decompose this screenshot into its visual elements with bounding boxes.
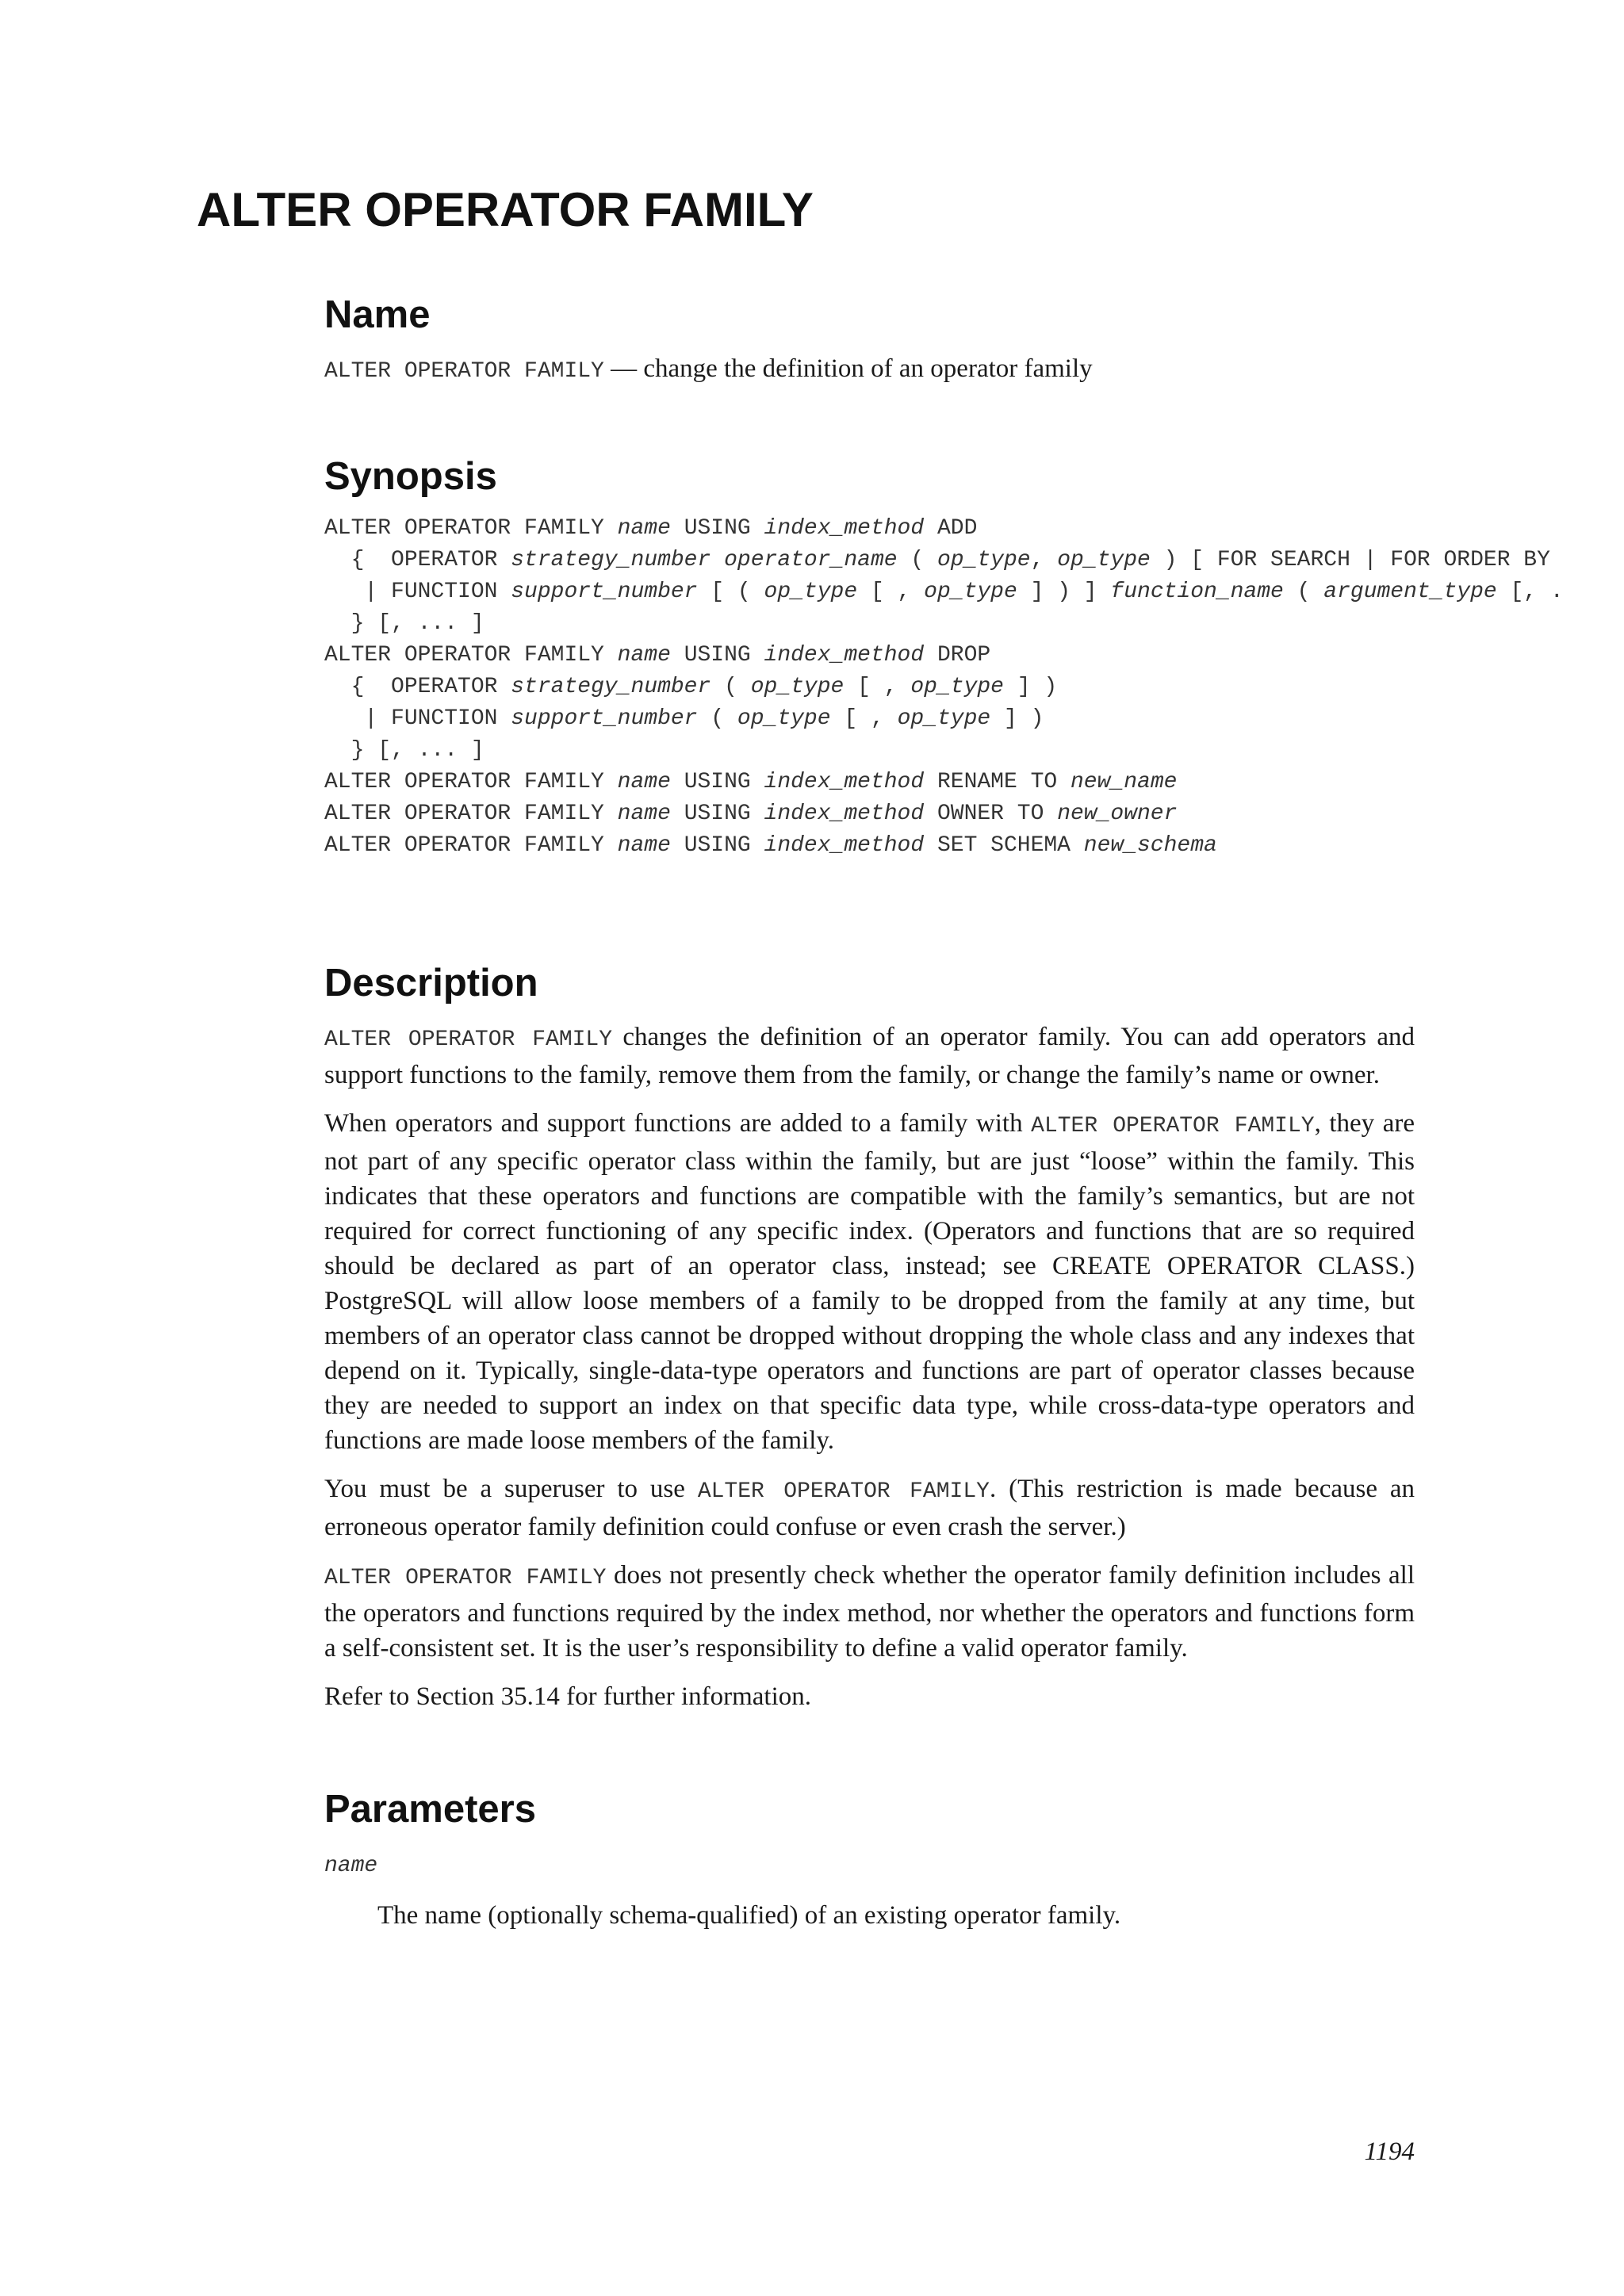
synopsis-placeholder: op_type (936, 548, 1031, 572)
synopsis-keyword: ADD (924, 516, 978, 541)
description-paragraph (324, 1679, 1415, 1714)
synopsis-keyword: ALTER OPERATOR FAMILY (324, 516, 618, 541)
synopsis-placeholder: index_method (764, 833, 925, 858)
description-section (324, 958, 1415, 1728)
synopsis-keyword: ALTER OPERATOR FAMILY (324, 643, 618, 668)
synopsis-line (324, 643, 990, 668)
synopsis-placeholder: strategy_number (511, 675, 711, 699)
synopsis-placeholder: function_name (1110, 580, 1284, 604)
synopsis-line (324, 516, 977, 541)
synopsis-placeholder: new_owner (1057, 802, 1178, 826)
synopsis-keyword: USING (670, 770, 764, 794)
name-section (324, 289, 1415, 389)
synopsis-keyword: ) [ FOR SEARCH | FOR ORDER BY (1150, 548, 1550, 572)
paragraph-text: changes the definition of an operator family. You can add operators and support functions to the family, remove them from the family, or change the family’s name or owner. (324, 1023, 1415, 1089)
synopsis-placeholder: strategy_number (511, 548, 711, 572)
synopsis-line (324, 802, 1177, 826)
description-paragraph (324, 1106, 1415, 1458)
synopsis-keyword: [ , (830, 706, 898, 731)
synopsis-keyword: ALTER OPERATOR FAMILY (324, 802, 618, 826)
synopsis-line (324, 770, 1177, 794)
synopsis-line (324, 611, 485, 636)
synopsis-keyword: { OPERATOR (324, 548, 511, 572)
parameters-section (324, 1784, 1415, 1933)
synopsis-keyword: USING (670, 516, 764, 541)
description-paragraph (324, 1558, 1415, 1666)
synopsis-placeholder: op_type (897, 706, 991, 731)
parameters-heading: Parameters (324, 1788, 536, 1831)
synopsis-placeholder: op_type (750, 675, 845, 699)
synopsis-keyword: ( (1283, 580, 1324, 604)
synopsis-keyword: OWNER TO (924, 802, 1058, 826)
description-body (324, 1020, 1415, 1714)
inline-code: ALTER OPERATOR FAMILY (1031, 1114, 1315, 1138)
synopsis-keyword: DROP (924, 643, 991, 668)
synopsis-keyword: ( (710, 675, 751, 699)
parameter-definition: The name (optionally schema-qualified) of an existing operator family. (377, 1901, 1121, 1930)
synopsis-placeholder: op_type (910, 675, 1004, 699)
synopsis-placeholder: name (617, 770, 671, 794)
synopsis-keyword: [ , (857, 580, 925, 604)
synopsis-keyword: USING (670, 643, 764, 668)
paragraph-text: , they are not part of any specific operator class within the family, but are just “loose” within the family. This indicates that these operators and functions are compatible with the family’s semantics, but are not required for correct functioning of any specific index. (Operators and functions that are so required should be declared as part of an operator class, instead; see CREATE OPERATOR CLASS.) PostgreSQL will allow loose members of a family to be dropped from the family at any time, but members of an operator class cannot be dropped without dropping the whole class and any indexes that depend on it. Typically, single-data-type operators and functions are part of operator classes because they are needed to support an index on that specific data type, while cross-data-type operators and functions are made loose members of the family. (324, 1109, 1415, 1455)
command-name: ALTER OPERATOR FAMILY (324, 359, 604, 384)
synopsis-placeholder: index_method (764, 770, 925, 794)
synopsis-line (324, 675, 1057, 699)
parameter-item (324, 1850, 1415, 1933)
synopsis-placeholder: new_schema (1083, 833, 1217, 858)
synopsis-keyword: | FUNCTION (324, 706, 511, 731)
synopsis-code (324, 513, 1564, 862)
synopsis-line (324, 548, 1550, 572)
synopsis-line (324, 738, 485, 763)
synopsis-keyword: USING (670, 833, 764, 858)
synopsis-placeholder: name (617, 833, 671, 858)
synopsis-placeholder: op_type (924, 580, 1017, 604)
synopsis-keyword: [ ( (697, 580, 764, 604)
paragraph-text: . (This restriction is made because an erroneous operator family definition could confuse or even crash the server.) (324, 1475, 1415, 1541)
synopsis-placeholder: support_number (511, 706, 698, 731)
inline-code: ALTER OPERATOR FAMILY (697, 1479, 990, 1504)
inline-code: ALTER OPERATOR FAMILY (324, 1027, 613, 1052)
synopsis-section (324, 451, 1564, 862)
synopsis-keyword: ] ) (990, 706, 1044, 731)
synopsis-line (324, 706, 1044, 731)
synopsis-placeholder: new_name (1071, 770, 1178, 794)
name-summary (324, 351, 1415, 389)
inline-code: ALTER OPERATOR FAMILY (324, 1566, 607, 1590)
synopsis-keyword: SET SCHEMA (924, 833, 1084, 858)
synopsis-keyword: [, . (1496, 580, 1564, 604)
synopsis-placeholder: support_number (511, 580, 698, 604)
synopsis-keyword: | FUNCTION (324, 580, 511, 604)
synopsis-placeholder: name (617, 802, 671, 826)
paragraph-text: When operators and support functions are added to a family with (324, 1109, 1032, 1138)
synopsis-placeholder: op_type (737, 706, 831, 731)
synopsis-placeholder: op_type (764, 580, 858, 604)
synopsis-line (324, 580, 1564, 604)
synopsis-keyword: [ , (844, 675, 911, 699)
synopsis-keyword: RENAME TO (924, 770, 1071, 794)
synopsis-placeholder: op_type (1057, 548, 1151, 572)
synopsis-keyword: , (1030, 548, 1058, 572)
synopsis-placeholder: index_method (764, 516, 925, 541)
synopsis-placeholder: operator_name (724, 548, 898, 572)
synopsis-keyword: ( (897, 548, 937, 572)
synopsis-line (324, 833, 1217, 858)
synopsis-keyword (710, 548, 724, 572)
page-title: ALTER OPERATOR FAMILY (197, 183, 814, 236)
parameter-term: name (324, 1854, 378, 1878)
synopsis-keyword: } [, ... ] (324, 738, 485, 763)
synopsis-placeholder: argument_type (1323, 580, 1497, 604)
synopsis-keyword: ALTER OPERATOR FAMILY (324, 833, 618, 858)
synopsis-heading: Synopsis (324, 455, 497, 498)
synopsis-keyword: } [, ... ] (324, 611, 485, 636)
description-paragraph (324, 1020, 1415, 1093)
synopsis-keyword: USING (670, 802, 764, 826)
synopsis-placeholder: index_method (764, 643, 925, 668)
paragraph-text: You must be a superuser to use (324, 1475, 698, 1503)
description-heading: Description (324, 962, 538, 1004)
paragraph-text: Refer to Section 35.14 for further information. (324, 1682, 811, 1711)
command-summary: — change the definition of an operator family (603, 354, 1093, 383)
description-paragraph (324, 1471, 1415, 1544)
synopsis-keyword: ALTER OPERATOR FAMILY (324, 770, 618, 794)
synopsis-placeholder: name (617, 643, 671, 668)
synopsis-placeholder: name (617, 516, 671, 541)
synopsis-keyword: ( (697, 706, 737, 731)
synopsis-placeholder: index_method (764, 802, 925, 826)
synopsis-keyword: { OPERATOR (324, 675, 511, 699)
synopsis-keyword: ] ) ] (1017, 580, 1111, 604)
page-number: 1194 (1364, 2137, 1415, 2166)
synopsis-keyword: ] ) (1003, 675, 1058, 699)
name-heading: Name (324, 293, 431, 336)
paragraph-text: does not presently check whether the operator family definition includes all the operators and functions required by the index method, nor whether the operators and functions form a self-consistent set. It is the user’s responsibility to define a valid operator family. (324, 1561, 1415, 1663)
